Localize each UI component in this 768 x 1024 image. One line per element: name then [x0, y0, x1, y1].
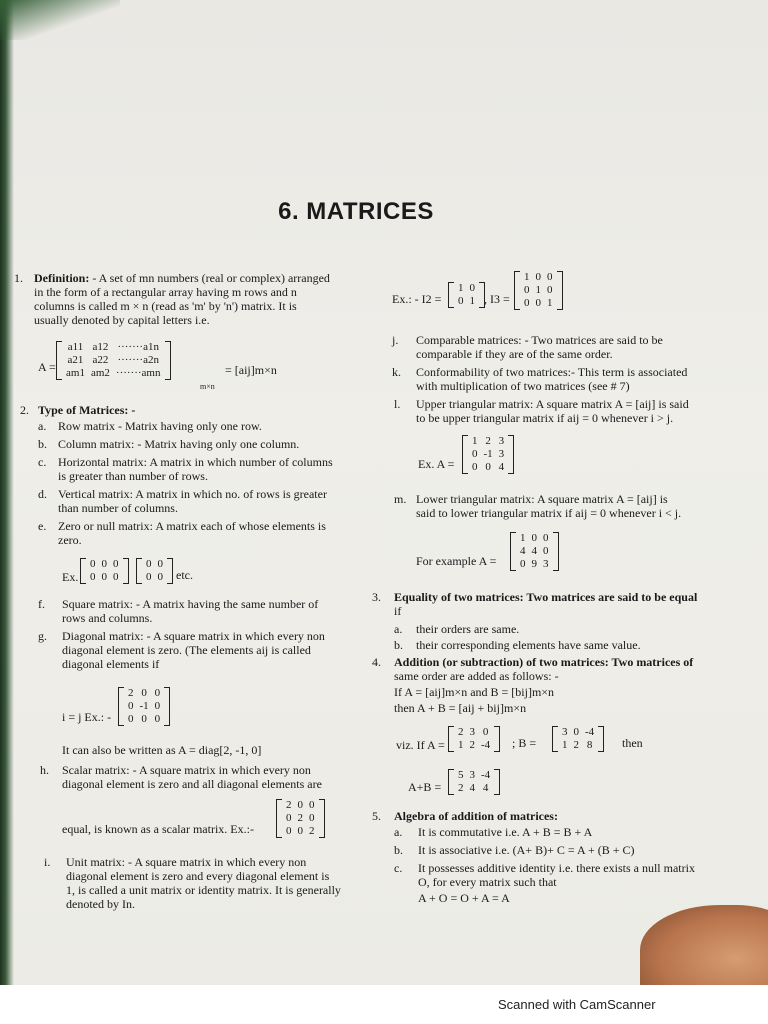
matrix-row — [469, 461, 507, 474]
page-edge-shadow — [0, 0, 14, 1024]
example-label: For example A = — [416, 554, 497, 568]
item-text: diagonal elements if — [62, 657, 160, 671]
matrix-cell: 3 — [543, 558, 549, 570]
matrix-cell: 1 — [472, 435, 478, 447]
matrix-row — [559, 739, 597, 752]
item-text: with multiplication of two matrices (see # 7) — [416, 379, 630, 393]
matrix-cell: 0 — [524, 284, 530, 296]
scanner-watermark: Scanned with CamScanner — [498, 997, 656, 1012]
matrix-cell: 5 — [458, 769, 464, 781]
item-text: same order are added as follows: - — [394, 669, 559, 683]
chapter-title: 6. MATRICES — [278, 198, 434, 225]
section-number: 4. — [372, 655, 381, 669]
item-text: said to lower triangular matrix if aij = 0 whenever i < j. — [416, 506, 682, 520]
matrix-cell: 0 — [101, 571, 107, 583]
item-letter: g. — [38, 629, 47, 643]
matrix-cell: 0 — [113, 571, 119, 583]
matrix-cell: 0 — [472, 461, 478, 473]
definition-heading: Definition: — [34, 271, 90, 285]
matrix-cell: 0 — [543, 532, 549, 544]
example-label: Ex. — [62, 570, 79, 584]
matrix-cell: 1 — [524, 271, 530, 283]
matrix-row — [63, 341, 164, 354]
matrix-cell: 0 — [297, 799, 303, 811]
matrix-cell: 0 — [128, 700, 134, 712]
item-text: 1, is called a unit matrix or identity matrix. It is generally — [66, 883, 341, 897]
matrix-row — [469, 435, 507, 448]
item-text: their orders are same. — [416, 622, 520, 636]
matrix-row — [455, 282, 478, 295]
item-letter: c. — [38, 455, 47, 469]
matrix-cell: 2 — [128, 687, 134, 699]
matrix-row — [517, 532, 552, 545]
item-text: is greater than number of rows. — [58, 469, 208, 483]
matrix-row — [125, 700, 163, 713]
item-letter: l. — [394, 397, 401, 411]
example-label: then — [622, 736, 643, 750]
item-text: comparable if they are of the same order. — [416, 347, 613, 361]
matrix-cell: 2 — [458, 782, 464, 794]
matrix-cell: a22 — [92, 354, 109, 366]
item-text: Unit matrix: - A square matrix in which every non — [66, 855, 307, 869]
definition-line: columns is called m × n (read as 'm' by 'n') matrix. It is — [34, 299, 297, 313]
matrix-cell: 0 — [146, 558, 152, 570]
matrix-cell: 0 — [157, 571, 163, 583]
matrix-cell: 0 — [469, 282, 475, 294]
definition-line: usually denoted by capital letters i.e. — [34, 313, 210, 327]
matrix-row — [125, 687, 163, 700]
matrix-cell: 4 — [469, 782, 475, 794]
item-letter: b. — [394, 843, 403, 857]
matrix-cell: 0 — [543, 545, 549, 557]
matrix-row — [87, 558, 122, 571]
item-letter: a. — [394, 825, 403, 839]
matrix-cell: 0 — [90, 558, 96, 570]
section-heading: Addition (or subtraction) of two matrices: Two matrices of — [394, 655, 694, 669]
matrix-sum — [448, 769, 500, 795]
item-text: A + O = O + A = A — [418, 891, 510, 905]
item-text: their corresponding elements have same value. — [416, 638, 641, 652]
section-number: 3. — [372, 590, 381, 604]
item-text: O, for every matrix such that — [418, 875, 557, 889]
matrix-row — [125, 713, 163, 726]
matrix-row — [517, 558, 552, 571]
matrix-cell: 8 — [586, 739, 593, 751]
matrix-cell: -1 — [483, 448, 493, 460]
matrix-row — [559, 726, 597, 739]
matrix-cell: 0 — [154, 687, 161, 699]
matrix-cell: 2 — [297, 812, 303, 824]
item-text: It can also be written as A = diag[2, -1, 0] — [62, 743, 262, 757]
matrix-cell: 4 — [520, 545, 526, 557]
matrix-cell: 2 — [458, 726, 464, 738]
matrix-cell: 2 — [286, 799, 292, 811]
thumb-photo — [640, 905, 768, 995]
item-text: Vertical matrix: A matrix in which no. of rows is greater — [58, 487, 327, 501]
matrix-row — [469, 448, 507, 461]
example-label: A+B = — [408, 780, 442, 794]
item-text: equal, is known as a scalar matrix. Ex.:- — [62, 822, 254, 836]
matrix-cell: 0 — [90, 571, 96, 583]
matrix-row — [87, 571, 122, 584]
matrix-row — [517, 545, 552, 558]
etc-text: etc. — [176, 568, 193, 582]
item-text: It is associative i.e. (A+ B)+ C = A + (B + C) — [418, 843, 635, 857]
section-heading: Equality of two matrices: Two matrices are said to be equal — [394, 590, 698, 604]
matrix-cell: -4 — [585, 726, 595, 738]
matrix-row — [521, 271, 556, 284]
matrix-row — [283, 825, 318, 838]
matrix-cell: 2 — [309, 825, 315, 837]
matrix-cell: 0 — [547, 271, 553, 283]
matrix-cell: 2 — [469, 739, 475, 751]
item-letter: b. — [38, 437, 47, 451]
item-text: to be upper triangular matrix if aij = 0 whenever i > j. — [416, 411, 674, 425]
matrix-cell: a21 — [67, 354, 84, 366]
item-letter: d. — [38, 487, 47, 501]
item-text: Scalar matrix: - A square matrix in which every non — [62, 763, 311, 777]
matrix-cell: 0 — [101, 558, 107, 570]
identity-matrix-2 — [448, 282, 485, 308]
matrix-cell: 0 — [531, 532, 537, 544]
matrix-cell: 0 — [524, 297, 530, 309]
item-letter: i. — [44, 855, 51, 869]
item-letter: m. — [394, 492, 407, 506]
matrix-b — [552, 726, 604, 752]
matrix-cell: 0 — [458, 295, 464, 307]
matrix-row — [143, 558, 166, 571]
item-letter: k. — [392, 365, 401, 379]
matrix-cell: 0 — [113, 558, 119, 570]
item-text: If A = [aij]m×n and B = [bij]m×n — [394, 685, 555, 699]
item-text: It is commutative i.e. A + B = B + A — [418, 825, 593, 839]
item-text: diagonal element is zero and every diagonal element is — [66, 869, 330, 883]
item-text: diagonal element is zero and all diagonal elements are — [62, 777, 322, 791]
matrix-cell: 0 — [309, 812, 315, 824]
matrix-row — [143, 571, 166, 584]
matrix-cell: 0 — [157, 558, 163, 570]
matrix-cell: 1 — [562, 739, 568, 751]
definition-text: - A set of mn numbers (real or complex) arranged — [89, 271, 330, 285]
matrix-row — [521, 284, 556, 297]
item-letter: j. — [392, 333, 399, 347]
item-letter: e. — [38, 519, 47, 533]
matrix-row — [521, 297, 556, 310]
matrix-cell: am2 — [90, 367, 110, 379]
zero-matrix — [136, 558, 173, 584]
upper-triangular-matrix — [462, 435, 514, 474]
matrix-cell: 0 — [573, 726, 579, 738]
matrix-cell: a12 — [92, 341, 109, 353]
matrix-cell: 1 — [469, 295, 475, 307]
matrix-cell: 0 — [485, 461, 491, 473]
matrix-cell: 3 — [498, 435, 505, 447]
example-label: ; B = — [512, 736, 537, 750]
matrix-cell: 0 — [141, 713, 147, 725]
matrix-cell: 1 — [535, 284, 541, 296]
item-text: Diagonal matrix: - A square matrix in which every non — [62, 629, 325, 643]
example-label: , I3 = — [484, 292, 510, 306]
matrix-cell: 0 — [535, 297, 541, 309]
section-heading: Algebra of addition of matrices: — [394, 809, 558, 823]
matrix-row — [283, 799, 318, 812]
matrix-cell: 0 — [286, 812, 292, 824]
item-letter: b. — [394, 638, 403, 652]
item-text: diagonal element is zero. (The elements aij is called — [62, 643, 311, 657]
matrix-cell: 0 — [520, 558, 526, 570]
matrix-cell: ·······a2n — [117, 354, 159, 366]
matrix-cell: 1 — [458, 282, 464, 294]
scalar-matrix — [276, 799, 325, 838]
item-text: Zero or null matrix: A matrix each of whose elements is — [58, 519, 326, 533]
item-text: zero. — [58, 533, 82, 547]
matrix-cell: 4 — [531, 545, 537, 557]
zero-matrix — [80, 558, 129, 584]
item-text: rows and columns. — [62, 611, 153, 625]
definition-line: in the form of a rectangular array having m rows and n — [34, 285, 297, 299]
item-text: Column matrix: - Matrix having only one column. — [58, 437, 300, 451]
matrix-cell: 0 — [154, 713, 161, 725]
matrix-cell: 3 — [562, 726, 568, 738]
matrix-notation: = [aij]m×n — [225, 363, 277, 377]
item-text: Lower triangular matrix: A square matrix A = [aij] is — [416, 492, 668, 506]
item-letter: f. — [38, 597, 45, 611]
item-text: Comparable matrices: - Two matrices are said to be — [416, 333, 663, 347]
matrix-row — [283, 812, 318, 825]
lower-triangular-matrix — [510, 532, 559, 571]
matrix-cell: 3 — [469, 726, 475, 738]
item-letter: a. — [394, 622, 403, 636]
item-text: Square matrix: - A matrix having the same number of — [62, 597, 319, 611]
example-label: Ex.: - I2 = — [392, 292, 442, 306]
matrix-cell: -4 — [481, 739, 491, 751]
matrix-cell: 0 — [535, 271, 541, 283]
matrix-cell: 0 — [141, 687, 147, 699]
item-text: Horizontal matrix: A matrix in which number of columns — [58, 455, 333, 469]
item-text: than number of columns. — [58, 501, 178, 515]
item-letter: h. — [40, 763, 49, 777]
section-heading: Type of Matrices: - — [38, 403, 136, 417]
matrix-cell: 0 — [547, 284, 553, 296]
matrix-row — [455, 295, 478, 308]
matrix-cell: 0 — [146, 571, 152, 583]
matrix-a — [448, 726, 500, 752]
matrix-cell: a11 — [67, 341, 84, 353]
matrix-row — [455, 726, 493, 739]
identity-matrix-3 — [514, 271, 563, 310]
matrix-cell: 0 — [482, 726, 489, 738]
item-text: Upper triangular matrix: A square matrix A = [aij] is said — [416, 397, 689, 411]
matrix-label: A = — [38, 360, 56, 374]
matrix-cell: ·······a1n — [117, 341, 159, 353]
item-letter: a. — [38, 419, 47, 433]
example-label: i = j Ex.: - — [62, 710, 112, 724]
matrix-cell: am1 — [66, 367, 85, 379]
matrix-cell: 9 — [531, 558, 537, 570]
matrix-cell: 0 — [286, 825, 292, 837]
matrix-cell: 1 — [520, 532, 526, 544]
item-text: It possesses additive identity i.e. there exists a null matrix — [418, 861, 695, 875]
diagonal-matrix — [118, 687, 170, 726]
matrix-cell: 0 — [472, 448, 478, 460]
matrix-cell: 1 — [458, 739, 464, 751]
matrix-row — [63, 367, 164, 380]
matrix-cell: 4 — [498, 461, 505, 473]
matrix-cell: 1 — [547, 297, 553, 309]
item-text: Row matrix - Matrix having only one row. — [58, 419, 262, 433]
item-text: Conformability of two matrices:- This term is associated — [416, 365, 688, 379]
matrix-row — [455, 782, 493, 795]
matrix-cell: 3 — [469, 769, 475, 781]
matrix-cell: 0 — [128, 713, 134, 725]
section-number: 5. — [372, 809, 381, 823]
matrix-cell: 0 — [154, 700, 161, 712]
section-number: 1. — [14, 271, 23, 285]
item-text: if — [394, 604, 402, 618]
matrix-row — [455, 739, 493, 752]
matrix-table — [63, 341, 164, 380]
matrix-row — [63, 354, 164, 367]
matrix-cell: ·······amn — [115, 367, 161, 379]
item-letter: c. — [394, 861, 403, 875]
item-text: then A + B = [aij + bij]m×n — [394, 701, 527, 715]
page-corner-shadow — [0, 0, 120, 40]
general-matrix — [56, 341, 171, 380]
matrix-cell: -4 — [481, 769, 491, 781]
matrix-order: m×n — [200, 382, 215, 391]
matrix-cell: 2 — [485, 435, 491, 447]
matrix-cell: 4 — [482, 782, 489, 794]
matrix-cell: 0 — [297, 825, 303, 837]
matrix-row — [455, 769, 493, 782]
item-text: denoted by In. — [66, 897, 135, 911]
definition-line — [34, 272, 330, 285]
example-label: viz. If A = — [396, 738, 445, 752]
matrix-cell: -1 — [139, 700, 149, 712]
example-label: Ex. A = — [418, 457, 455, 471]
matrix-cell: 0 — [309, 799, 315, 811]
section-number: 2. — [20, 403, 29, 417]
matrix-cell: 2 — [573, 739, 579, 751]
matrix-cell: 3 — [498, 448, 505, 460]
